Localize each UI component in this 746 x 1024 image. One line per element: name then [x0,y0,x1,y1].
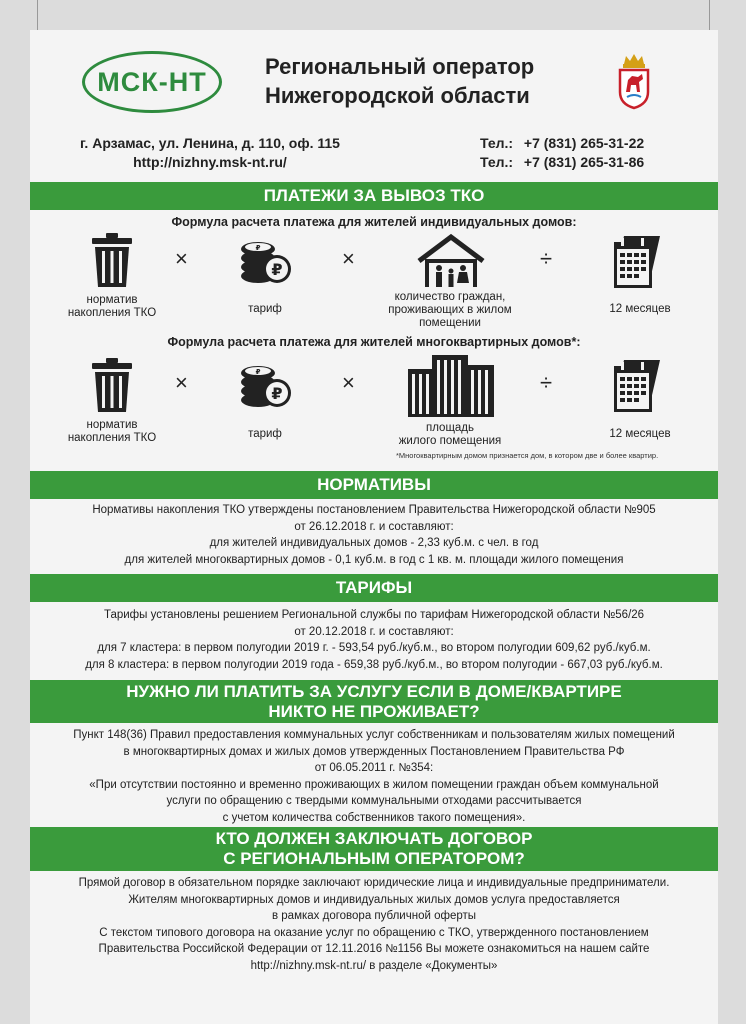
formula-individual-title: Формула расчета платежа для жителей индивидуальных домов: [171,215,577,229]
coat-of-arms-icon [616,52,652,110]
payments-heading: ПЛАТЕЖИ ЗА ВЫВОЗ ТКО [30,182,718,210]
phone-label: Тел.: [480,135,514,151]
company-logo: МСК-НТ [82,51,222,113]
svg-text:₽: ₽ [255,368,261,376]
multiply-sign: × [175,246,188,271]
fold-mark-right [709,0,710,30]
apartment-building-icon [408,355,494,417]
fold-mark-left [37,0,38,30]
phone-2[interactable]: +7 (831) 265-31-86 [523,154,645,170]
contract-heading: КТО ДОЛЖЕН ЗАКЛЮЧАТЬ ДОГОВОР С РЕГИОНАЛЬНЫМ ОПЕРАТОРОМ? [30,827,718,871]
empty-home-heading: НУЖНО ЛИ ПЛАТИТЬ ЗА УСЛУГУ ЕСЛИ В ДОМЕ/КВАРТИРЕ НИКТО НЕ ПРОЖИВАЕТ? [30,680,718,723]
phones-block [480,134,644,172]
tariff-caption: тариф [248,428,282,440]
multiply-sign: × [342,370,355,395]
leaflet-sheet [30,30,718,1024]
page-title [265,52,534,110]
area-caption: площадь жилого помещения [398,422,502,447]
months-caption: 12 месяцев [609,428,671,440]
norm-caption: норматив накопления ТКО [67,419,157,444]
phone-1[interactable]: +7 (831) 265-31-22 [523,135,645,151]
documents-link[interactable]: http://nizhny.msk-nt.ru/ в разделе «Документы» [250,959,498,972]
divide-sign: ÷ [540,370,553,395]
trash-bin-icon [90,233,134,287]
tariffs-heading: ТАРИФЫ [30,574,718,602]
trash-bin-icon [90,358,134,412]
empty-home-text: Пункт 148(36) Правил предоставления коммунальных услуг собственникам и пользователям жилых помещений в многоквартирных домах и жилых домов утвержденных Постановлением Правительства РФ от 06.05.2011 г. №354: «При отсутствии постоянно и временно проживающих в жилом помещении граждан объем коммунальной услуги по обращению с твердыми коммунальными отходами рассчитывается с учетом количества собственников такого помещения». [73,729,675,824]
tariff-caption: тариф [248,303,282,315]
contract-text: Прямой договор в обязательном порядке заключают юридические лица и индивидуальные предприниматели. Жителям многоквартирных домов и индивидуальных жилых домов услуга предоставляется в рамках договора публичной оферты С текстом типового договора на оказание услуг по обращению с ТКО, утвержденного постановлением Правительства Российской Федерации от 12.11.2016 №1156 Вы можете ознакомиться на нашем сайте http://nizhny.msk-nt.ru/ в разделе «Документы» [30,875,718,974]
footnote: *Многоквартирным домом признается дом, в котором две и более квартир. [396,451,659,460]
divide-sign: ÷ [540,246,553,271]
residents-caption: количество граждан, проживающих в жилом помещении [388,291,512,329]
svg-text:₽: ₽ [255,244,261,252]
normatives-text: Нормативы накопления ТКО утверждены постановлением Правительства Нижегородской области №905 от 26.12.2018 г. и составляют: для жителей индивидуальных домов - 2,33 куб.м. с чел. в год для жителей многоквартирных домов - 0,1 куб.м. в год с 1 кв. м. площади жилого помещения [92,504,656,566]
address-block [80,134,340,172]
normatives-heading: НОРМАТИВЫ [30,471,718,499]
address: г. Арзамас, ул. Ленина, д. 110, оф. 115 [80,135,340,151]
svg-text:₽: ₽ [271,260,283,279]
svg-text:₽: ₽ [271,384,283,403]
tariffs-text: Тарифы установлены решением Региональной службы по тарифам Нижегородской области №56/26 от 20.12.2018 г. и составляют: для 7 кластера: в первом полугодии 2019 г. - 593,54 руб./куб.м., во втором полугодии 609,62 руб./куб.м. для 8 кластера: в первом полугодии 2019 года - 659,38 руб./куб.м., во втором полугодии - 667,03 руб./куб.м. [85,609,663,671]
phone-label: Тел.: [480,154,514,170]
family-house-icon [415,233,487,287]
coins-icon [238,360,292,410]
title-line-2: Нижегородской области [265,83,530,108]
calendar-icon [612,356,662,414]
website-link[interactable]: http://nizhny.msk-nt.ru/ [133,154,287,170]
calendar-icon [612,232,662,290]
formula-apartment-title: Формула расчета платежа для жителей многоквартирных домов*: [167,335,581,349]
months-caption: 12 месяцев [609,303,671,315]
title-line-1: Региональный оператор [265,54,535,79]
multiply-sign: × [175,370,188,395]
norm-caption: норматив накопления ТКО [67,294,157,319]
multiply-sign: × [342,246,355,271]
coins-icon [238,236,292,286]
